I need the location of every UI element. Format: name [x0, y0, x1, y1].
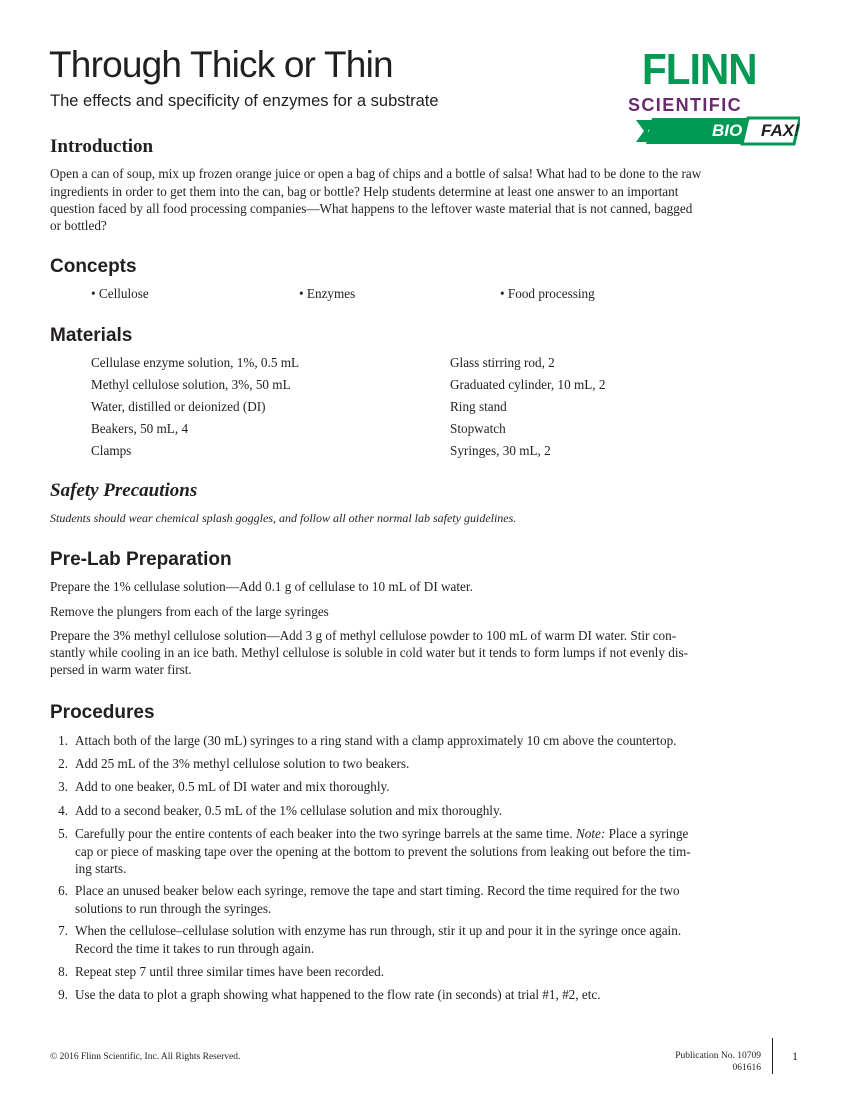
- introduction-line: Open a can of soup, mix up frozen orange juice or open a bag of chips and a bottle of salsa! What had to be done to the raw: [50, 166, 702, 181]
- step-text: Attach both of the large (30 mL) syringes to a ring stand with a clamp approximately 10 cm above the countertop.: [75, 733, 677, 748]
- step-number: 1.: [58, 733, 68, 748]
- step-text: Place an unused beaker below each syringe, remove the tape and start timing. Record the time required for the two: [75, 883, 680, 898]
- step-number: 6.: [58, 883, 68, 898]
- concept-item: • Enzymes: [299, 286, 356, 301]
- step-number: 7.: [58, 923, 68, 938]
- step-text: cap or piece of masking tape over the opening at the bottom to prevent the solutions from leaking out before the tim-: [75, 844, 691, 859]
- material-item: Glass stirring rod, 2: [450, 355, 555, 370]
- step-text: ing starts.: [75, 861, 127, 876]
- step-text: Use the data to plot a graph showing what happened to the flow rate (in seconds) at trial #1, #2, etc.: [75, 987, 601, 1002]
- footer-publication: [675, 1050, 761, 1074]
- material-item: Methyl cellulose solution, 3%, 50 mL: [91, 377, 291, 392]
- step-note-text: Place a syringe: [608, 826, 689, 841]
- step-text: solutions to run through the syringes.: [75, 901, 272, 916]
- logo-fax-text: FAX!: [761, 121, 800, 140]
- footer-divider: [772, 1038, 773, 1074]
- step-text: When the cellulose–cellulase solution with enzyme has run through, stir it up and pour it in the syringe once again.: [75, 923, 682, 938]
- introduction-line: ingredients in order to get them into the can, bag or bottle? Help students determine at least one answer to an important: [50, 184, 679, 199]
- step-number: 2.: [58, 756, 68, 771]
- materials-heading: Materials: [50, 325, 133, 346]
- step-text: Repeat step 7 until three similar times have been recorded.: [75, 964, 385, 979]
- material-item: Stopwatch: [450, 421, 506, 436]
- procedures-heading: Procedures: [50, 702, 155, 723]
- document-subtitle: The effects and specificity of enzymes for a substrate: [50, 92, 439, 110]
- safety-text: Students should wear chemical splash goggles, and follow all other normal lab safety guidelines.: [50, 511, 517, 525]
- document-title: Through Thick or Thin: [49, 44, 393, 85]
- footer-copyright: © 2016 Flinn Scientific, Inc. All Rights Reserved.: [50, 1052, 241, 1062]
- page-number: 1: [792, 1049, 798, 1063]
- material-item: Graduated cylinder, 10 mL, 2: [450, 377, 606, 392]
- concepts-heading: Concepts: [50, 256, 137, 277]
- prelab-paragraph-line: stantly while cooling in an ice bath. Methyl cellulose is soluble in cold water but it tends to form lumps if not evenly dis-: [50, 645, 689, 660]
- step-text: Record the time it takes to run through again.: [75, 941, 315, 956]
- publication-number: Publication No. 10709: [675, 1051, 761, 1061]
- step-number: 4.: [58, 803, 68, 818]
- material-item: Cellulase enzyme solution, 1%, 0.5 mL: [91, 355, 300, 370]
- step-note-label: Note:: [575, 826, 606, 841]
- step-number: 9.: [58, 987, 68, 1002]
- introduction-line: question faced by all food processing companies—What happens to the leftover waste material that is not canned, bagged: [50, 201, 693, 216]
- concept-item: • Cellulose: [91, 286, 149, 301]
- logo-flinn-text: FLINN: [642, 45, 757, 94]
- prelab-heading: Pre-Lab Preparation: [50, 549, 232, 570]
- step-text: [75, 825, 688, 843]
- step-number: 8.: [58, 964, 68, 979]
- material-item: Syringes, 30 mL, 2: [450, 443, 551, 458]
- prelab-paragraph: Prepare the 1% cellulase solution—Add 0.1 g of cellulase to 10 mL of DI water.: [50, 579, 473, 594]
- introduction-heading: Introduction: [50, 136, 154, 157]
- material-item: Clamps: [91, 443, 132, 458]
- prelab-paragraph-line: Prepare the 3% methyl cellulose solution—Add 3 g of methyl cellulose powder to 100 mL of warm DI water. Stir con-: [50, 628, 677, 643]
- logo-bio-text: BIO: [712, 121, 743, 140]
- material-item: Beakers, 50 mL, 4: [91, 421, 189, 436]
- prelab-paragraph: Remove the plungers from each of the large syringes: [50, 604, 329, 619]
- material-item: Water, distilled or deionized (DI): [91, 399, 266, 414]
- concept-item: • Food processing: [500, 286, 595, 301]
- material-item: Ring stand: [450, 399, 507, 414]
- step-text: Add 25 mL of the 3% methyl cellulose solution to two beakers.: [75, 756, 410, 771]
- step-text-main: Carefully pour the entire contents of each beaker into the two syringe barrels at the same time.: [75, 826, 573, 841]
- prelab-paragraph-line: persed in warm water first.: [50, 662, 192, 677]
- step-text: Add to one beaker, 0.5 mL of DI water and mix thoroughly.: [75, 779, 390, 794]
- logo-scientific-text: SCIENTIFIC: [628, 95, 743, 115]
- flinn-scientific-logo: [628, 45, 800, 152]
- safety-heading: Safety Precautions: [50, 480, 198, 501]
- publication-code: 061616: [732, 1063, 761, 1073]
- step-number: 5.: [58, 826, 68, 841]
- step-number: 3.: [58, 779, 68, 794]
- introduction-line: or bottled?: [50, 218, 107, 233]
- step-text: Add to a second beaker, 0.5 mL of the 1% cellulase solution and mix thoroughly.: [75, 803, 502, 818]
